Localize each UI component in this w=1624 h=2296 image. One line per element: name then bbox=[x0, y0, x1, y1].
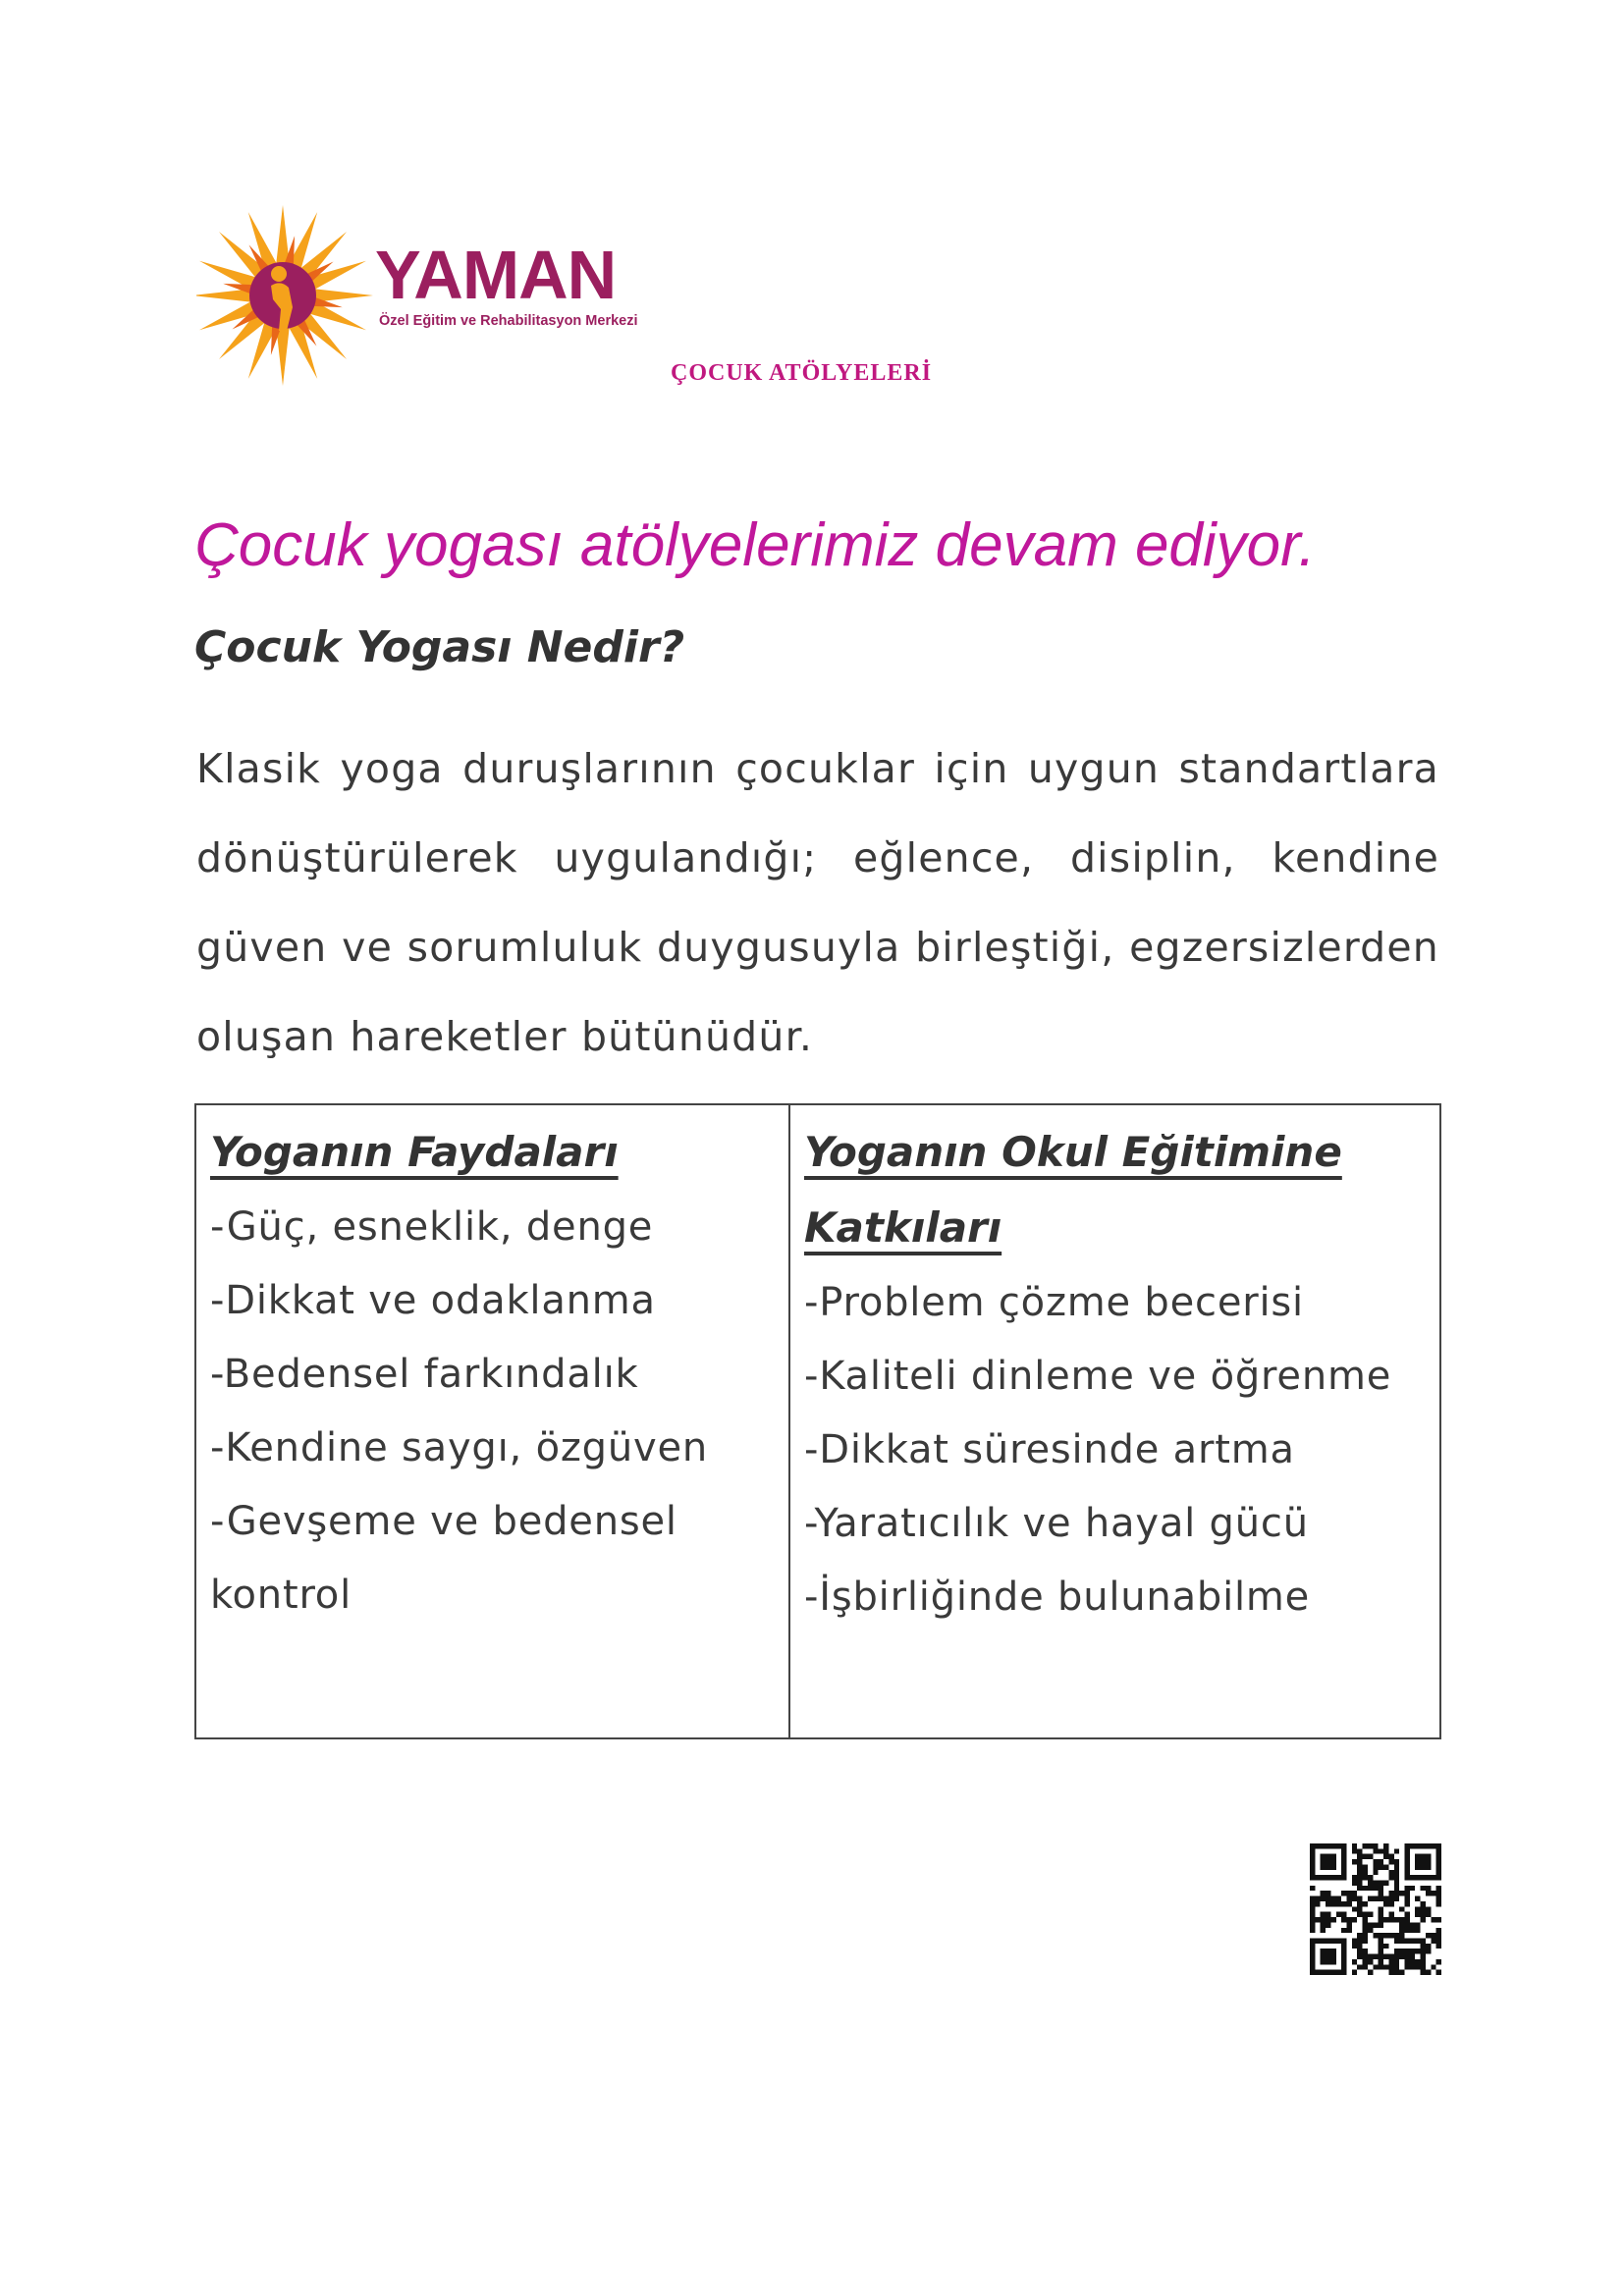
table-row bbox=[195, 1104, 1440, 1738]
intro-paragraph: Klasik yoga duruşlarının çocuklar için uygun standartlara dönüştürülerek uygulandığı; eğlence, disiplin, kendine güven ve sorumluluk duygusuyla birleştiği, egzersizlerden oluşan hareketler bütünüdür. bbox=[196, 745, 1439, 1060]
list-item: -Gevşeme ve bedensel kontrol bbox=[210, 1499, 677, 1618]
sun-logo-icon bbox=[196, 201, 373, 390]
list-item: -Dikkat ve odaklanma bbox=[210, 1278, 656, 1323]
logo-subtitle: Özel Eğitim ve Rehabilitasyon Merkezi bbox=[379, 313, 638, 329]
list-item: -Bedensel farkındalık bbox=[210, 1352, 639, 1397]
benefits-column bbox=[195, 1104, 789, 1738]
list-item: -Problem çözme becerisi bbox=[804, 1280, 1304, 1325]
list-item: -Kendine saygı, özgüven bbox=[210, 1425, 709, 1470]
list-item: -Yaratıcılık ve hayal gücü bbox=[804, 1501, 1309, 1546]
contributions-column bbox=[789, 1104, 1440, 1738]
header-label: ÇOCUK ATÖLYELERİ bbox=[671, 360, 933, 386]
list-item: -Güç, esneklik, denge bbox=[210, 1204, 654, 1250]
list-item: -Dikkat süresinde artma bbox=[804, 1427, 1295, 1472]
logo bbox=[196, 201, 668, 390]
logo-name: YAMAN bbox=[375, 237, 617, 313]
column-heading: Yoganın Okul Eğitimine Katkıları bbox=[804, 1128, 1342, 1252]
column-heading: Yoganın Faydaları bbox=[210, 1128, 619, 1176]
list-item: -İşbirliğinde bulunabilme bbox=[804, 1575, 1311, 1620]
page-title: Çocuk yogası atölyelerimiz devam ediyor. bbox=[194, 511, 1316, 579]
list-item: -Kaliteli dinleme ve öğrenme bbox=[804, 1354, 1392, 1399]
qr-code-icon bbox=[1310, 1843, 1441, 1975]
benefits-table bbox=[194, 1103, 1441, 1739]
section-title: Çocuk Yogası Nedir? bbox=[194, 622, 685, 672]
